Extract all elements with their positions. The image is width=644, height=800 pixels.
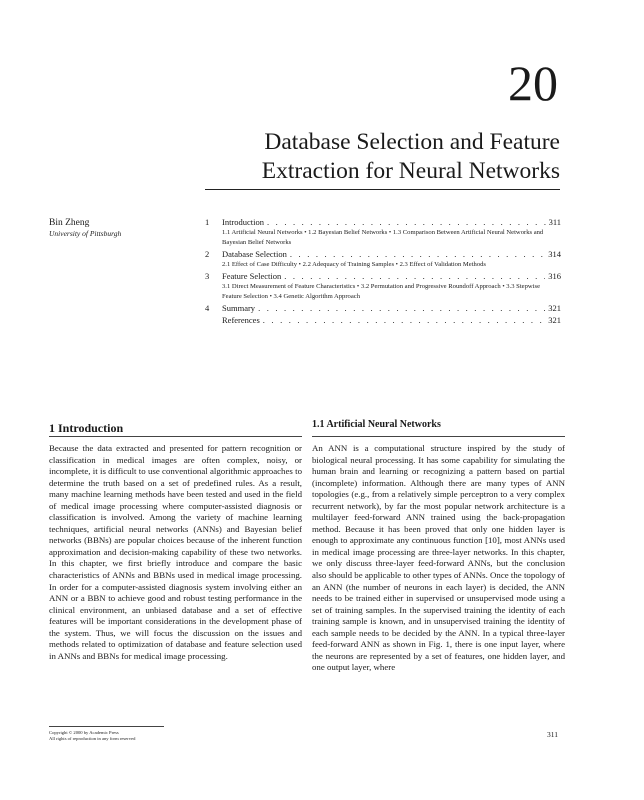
toc-page: 311: [548, 217, 561, 227]
toc-page: 321: [548, 315, 561, 325]
toc-leader: [258, 303, 545, 314]
toc-entry[interactable]: [205, 249, 561, 270]
section-heading-ann: 1.1 Artificial Neural Networks: [312, 419, 441, 430]
toc-leader: [267, 217, 546, 228]
toc-page: 321: [548, 303, 561, 313]
section-heading-introduction: 1 Introduction: [49, 421, 124, 435]
toc-number: 1: [205, 217, 210, 227]
toc-subsections: 1.1 Artificial Neural Networks • 1.2 Bayesian Belief Networks • 1.3 Comparison Between Artificial Neural Networks and Bayesian Belief Networks: [222, 229, 544, 246]
toc-subsections: 2.1 Effect of Case Difficulty • 2.2 Adequacy of Training Samples • 2.3 Effect of Validation Methods: [222, 261, 486, 268]
toc-title: Feature Selection: [222, 271, 282, 281]
chapter-title-line-2: Extraction for Neural Networks: [261, 158, 560, 184]
toc-title: Database Selection: [222, 249, 287, 259]
toc-entry[interactable]: [205, 271, 561, 302]
toc-subsections: 3.1 Direct Measurement of Feature Characteristics • 3.2 Permutation and Progressive Roundoff Approach • 3.3 Stepwise Feature Selection • 3.4 Genetic Algorithm Approach: [222, 283, 540, 300]
toc-number: 3: [205, 271, 210, 281]
chapter-number: 20: [508, 55, 558, 111]
chapter-title-line-1: Database Selection and Feature: [264, 129, 560, 155]
toc-leader: [263, 315, 545, 326]
toc-entry[interactable]: [205, 303, 561, 314]
copyright-notice: [49, 730, 135, 742]
copyright-line-1: Copyright © 2000 by Academic Press: [49, 730, 119, 735]
copyright-line-2: All rights of reproduction in any form reserved: [49, 736, 136, 741]
author-name: Bin Zheng: [49, 218, 90, 228]
toc-title: Introduction: [222, 217, 265, 227]
chapter-title: [205, 128, 560, 186]
table-of-contents: [205, 217, 561, 327]
toc-leader: [290, 249, 545, 260]
toc-page: 316: [548, 271, 561, 281]
introduction-body: Because the data extracted and presented for pattern recognition or classification in medical images are often complex, noisy, or incomplete, it is difficult to use conventional algorithmic approaches to determine the truth based on a set of predefined rules. As a result, many machine learning methods have been tested and used in the field of medical image processing where computer-assisted diagnosis or classification is involved. Among the variety of machine learning techniques, artificial neural networks (ANNs) and Bayesian belief networks (BBNs) are popular choices because of the inherent function approximation and decision-making capability of these two networks. In this chapter, we first briefly introduce and compare the basic characteristics of ANNs and BBNs used in medical image processing. In order for a computer-assisted diagnosis system involving either an ANN or a BBN to achieve good and robust testing performance in the clinical environment, an unbiased database and a set of effective features will be important considerations in the development phase of the system. Thus, we will focus the discussion on the issues and methods related to optimization of database and feature selection used in ANNs and BBNs for medical image processing.: [49, 443, 302, 661]
toc-page: 314: [548, 249, 561, 259]
toc-entry[interactable]: [205, 217, 561, 248]
section-rule-left: [49, 436, 302, 437]
toc-title: Summary: [222, 303, 256, 313]
toc-title: References: [222, 315, 260, 325]
author-affiliation: University of Pittsburgh: [49, 229, 122, 238]
toc-entry[interactable]: [205, 315, 561, 326]
footer-rule: [49, 726, 164, 727]
toc-leader: [284, 271, 545, 282]
toc-number: 4: [205, 303, 210, 313]
title-rule: [205, 189, 560, 190]
ann-body: An ANN is a computational structure inspired by the study of biological neural processing. It has some capability for simulating the human brain and learning or recognizing a pattern based on partial (incomplete) information. Although there are many types of ANN topologies (e.g., from a relatively simple perceptron to a very complex recurrent network), by far the most popular network architecture is a multilayer feed-forward ANN trained using the back-propagation method. Because it has been proved that only one hidden layer is enough to approximate any continuous function [10], most ANNs used in medical image processing are three-layer networks. In this chapter, we only discuss three-layer feed-forward ANNs, but the conclusion also should be applicable to other types of ANNs. Once the topology of an ANN (the number of neurons in each layer) is decided, the ANN needs to be trained either in supervised or unsupervised mode using a set of training samples. In the supervised training the identity of each training sample is known, and in unsupervised training the identity of each sample needs to be decided by the ANN. In a typical three-layer feed-forward ANN as shown in Fig. 1, there is one input layer, where the neurons are represented by a set of features, one hidden layer, and one output layer, where: [312, 443, 565, 673]
toc-number: 2: [205, 249, 210, 259]
section-rule-right: [312, 436, 565, 437]
page-number: 311: [547, 730, 558, 739]
